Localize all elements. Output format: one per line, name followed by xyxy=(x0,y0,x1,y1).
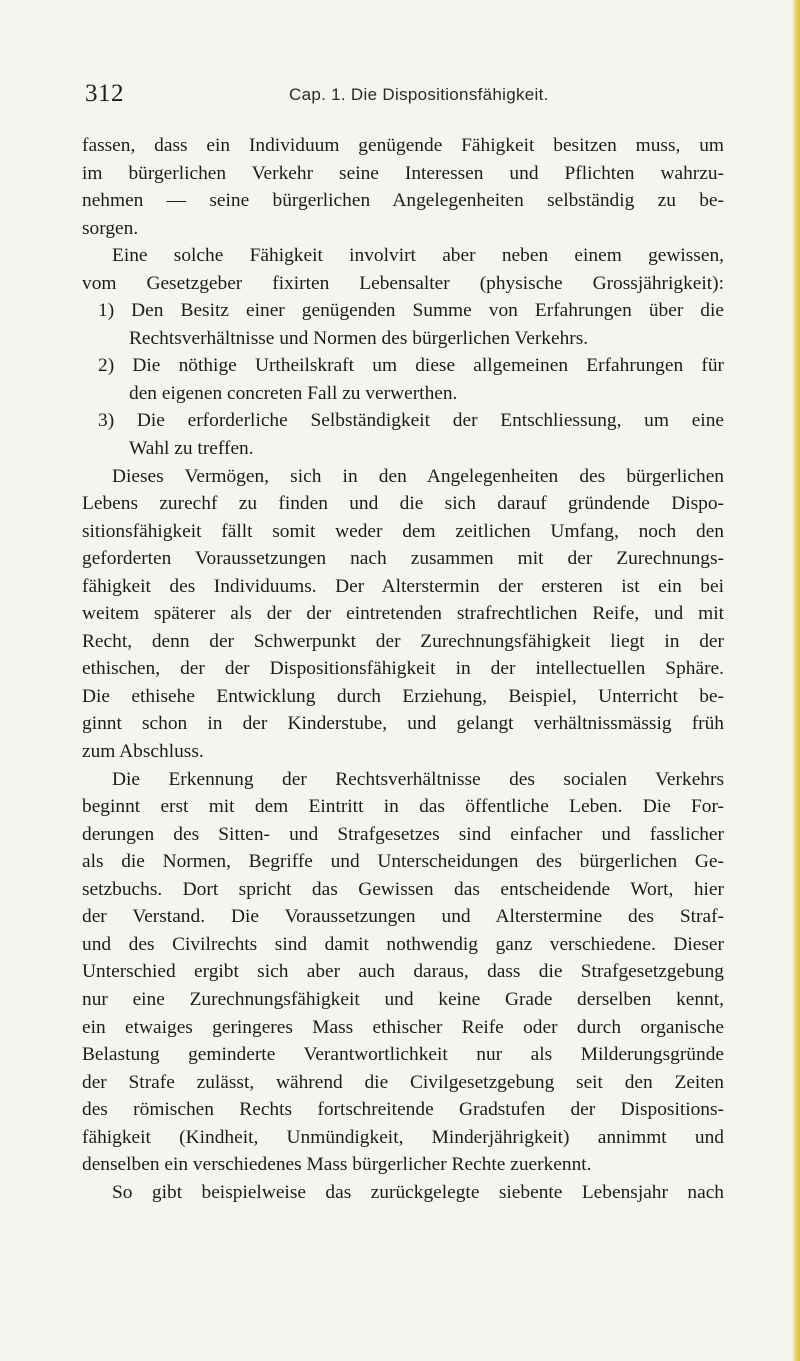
text-line: So gibt beispielweise das zurückgelegte siebente Lebensjahr nach xyxy=(112,1181,724,1203)
text-line: des römischen Rechts fortschreitende Gradstufen der Dispositions- xyxy=(82,1099,724,1121)
page-number: 312 xyxy=(85,80,124,107)
text-line: Die Erkennung der Rechtsverhältnisse des socialen Verkehrs xyxy=(112,768,724,790)
text-line: sitionsfähigkeit fällt somit weder dem zeitlichen Umfang, noch den xyxy=(82,520,724,542)
text-line: im bürgerlichen Verkehr seine Interessen und Pflichten wahrzu- xyxy=(82,162,724,184)
running-head: Cap. 1. Die Dispositionsfähigkeit. xyxy=(289,85,549,104)
list-item-continuation: Wahl zu treffen. xyxy=(129,438,254,460)
text-line: fähigkeit (Kindheit, Unmündigkeit, Minderjährigkeit) annimmt und xyxy=(82,1126,724,1148)
body-text xyxy=(82,132,724,1206)
text-line: Lebens zurechf zu finden und die sich darauf gründende Dispo- xyxy=(82,493,724,515)
text-line: weitem späterer als der der eintretenden strafrechtlichen Reife, und mit xyxy=(82,603,724,625)
text-line: Die ethisehe Entwicklung durch Erziehung, Beispiel, Unterricht be- xyxy=(82,685,724,707)
list-item: 3) Die erforderliche Selbständigkeit der Entschliessung, um eine xyxy=(98,410,724,432)
page-header xyxy=(85,80,725,114)
list-item-continuation: Rechtsverhältnisse und Normen des bürgerlichen Verkehrs. xyxy=(129,327,589,349)
list-item-continuation: den eigenen concreten Fall zu verwerthen. xyxy=(129,382,458,404)
list-item: 2) Die nöthige Urtheilskraft um diese allgemeinen Erfahrungen für xyxy=(98,355,724,377)
text-line: Unterschied ergibt sich aber auch daraus, dass die Strafgesetzgebung xyxy=(82,961,724,983)
text-line: denselben ein verschiedenes Mass bürgerlicher Rechte zuerkennt. xyxy=(82,1154,592,1176)
text-line: setzbuchs. Dort spricht das Gewissen das entscheidende Wort, hier xyxy=(82,878,724,900)
text-line: nehmen — seine bürgerlichen Angelegenheiten selbständig zu be- xyxy=(82,190,724,212)
text-line: ginnt schon in der Kinderstube, und gelangt verhältnissmässig früh xyxy=(82,713,724,735)
text-line: zum Abschluss. xyxy=(82,741,204,763)
text-line: geforderten Voraussetzungen nach zusammen mit der Zurechnungs- xyxy=(82,548,724,570)
text-line: sorgen. xyxy=(82,217,139,239)
text-line: als die Normen, Begriffe und Unterscheidungen des bürgerlichen Ge- xyxy=(82,851,724,873)
text-line: fähigkeit des Individuums. Der Alterstermin der ersteren ist ein bei xyxy=(82,575,724,597)
text-line: der Verstand. Die Voraussetzungen und Alterstermine des Straf- xyxy=(82,906,724,928)
text-line: beginnt erst mit dem Eintritt in das öffentliche Leben. Die For- xyxy=(82,796,724,818)
text-line: fassen, dass ein Individuum genügende Fähigkeit besitzen muss, um xyxy=(82,135,724,156)
page-edge-decoration xyxy=(792,0,800,1361)
text-line: ethischen, der der Dispositionsfähigkeit in der intellectuellen Sphäre. xyxy=(82,658,724,680)
text-line: ein etwaiges geringeres Mass ethischer Reife oder durch organische xyxy=(82,1016,724,1038)
text-line: der Strafe zulässt, während die Civilgesetzgebung seit den Zeiten xyxy=(82,1071,724,1093)
text-line: Dieses Vermögen, sich in den Angelegenheiten des bürgerlichen xyxy=(112,465,724,487)
text-line: Eine solche Fähigkeit involvirt aber neben einem gewissen, xyxy=(112,245,724,267)
text-line: derungen des Sitten- und Strafgesetzes sind einfacher und fasslicher xyxy=(82,823,724,845)
text-line: nur eine Zurechnungsfähigkeit und keine Grade derselben kennt, xyxy=(82,988,724,1010)
text-line: Recht, denn der Schwerpunkt der Zurechnungsfähigkeit liegt in der xyxy=(82,630,724,652)
text-line: Belastung geminderte Verantwortlichkeit nur als Milderungsgründe xyxy=(82,1044,724,1066)
text-line: vom Gesetzgeber fixirten Lebensalter (physische Grossjährigkeit): xyxy=(82,272,724,294)
list-item: 1) Den Besitz einer genügenden Summe von Erfahrungen über die xyxy=(98,300,724,322)
text-line: und des Civilrechts sind damit nothwendig ganz verschiedene. Dieser xyxy=(82,933,724,955)
